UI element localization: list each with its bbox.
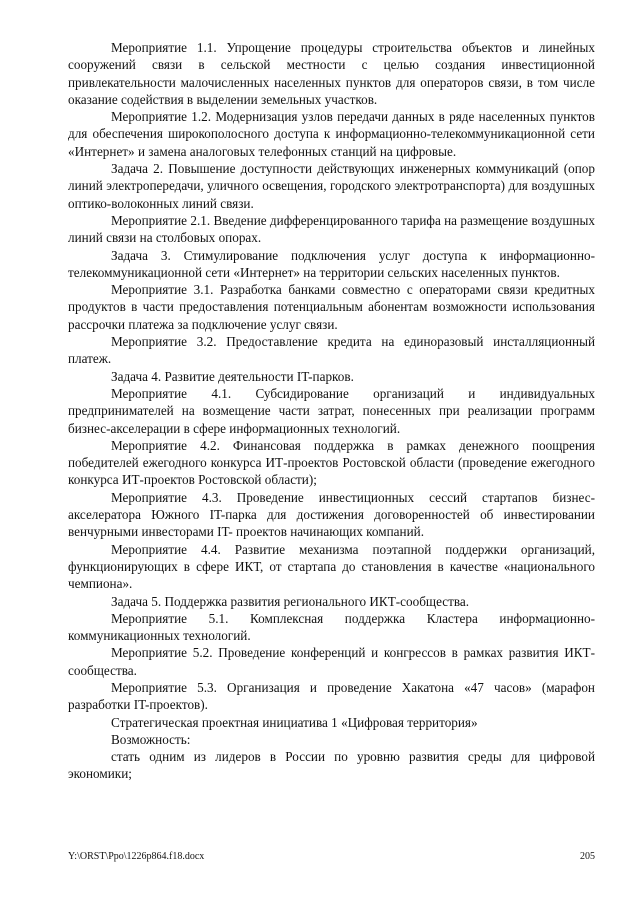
paragraph: Мероприятие 5.3. Организация и проведение Хакатона «47 часов» (марафон разработки IT-проектов).	[68, 679, 595, 713]
paragraph: Мероприятие 2.1. Введение дифференцированного тарифа на размещение воздушных линий связи на столбовых опорах.	[68, 212, 595, 246]
paragraph: стать одним из лидеров в России по уровню развития среды для цифровой экономики;	[68, 749, 595, 782]
paragraph: Мероприятие 4.2. Финансовая поддержка в рамках денежного поощрения победителей ежегодного конкурса ИТ-проектов Ростовской области (проведение ежегодного конкурса ИТ-проектов Ростовской области);	[68, 437, 595, 488]
paragraph: Мероприятие 3.2. Предоставление кредита на единоразовый инсталляционный платеж.	[68, 334, 595, 367]
footer-file-path: Y:\ORST\Ppo\1226p864.f18.docx	[68, 851, 205, 862]
paragraph: Задача 4. Развитие деятельности IT-парков.	[111, 368, 354, 384]
paragraph: Мероприятие 3.1. Разработка банками совместно с операторами связи кредитных продуктов в части предоставления потенциальным абонентам возможности использования рассрочки платежа за подключение услуг связи.	[68, 282, 595, 332]
paragraph: Возможность:	[111, 731, 191, 747]
paragraph: Мероприятие 5.1. Комплексная поддержка Кластера информационно-коммуникационных технологий.	[68, 610, 595, 644]
paragraph: Мероприятие 5.2. Проведение конференций и конгрессов в рамках развития ИКТ-сообщества.	[68, 645, 595, 678]
paragraph: Мероприятие 1.2. Модернизация узлов передачи данных в ряде населенных пунктов для обеспечения широкополосного доступа к информационно-телекоммуникационной сети «Интернет» и замена аналоговых телефонных станций на цифровые.	[68, 109, 595, 159]
paragraph: Задача 2. Повышение доступности действующих инженерных коммуникаций (опор линий электропередачи, уличного освещения, городского электротранспорта) для воздушных оптико-волоконных линий связи.	[68, 161, 595, 211]
paragraph: Мероприятие 4.3. Проведение инвестиционных сессий стартапов бизнес-акселератора Южного IT-парка для достижения договоренностей об инвестировании венчурными инвесторами IT- проектов начинающих компаний.	[68, 489, 595, 540]
paragraph: Задача 3. Стимулирование подключения услуг доступа к информационно-телекоммуникационной сети «Интернет» на территории сельских населенных пунктов.	[68, 247, 595, 280]
paragraph: Мероприятие 4.4. Развитие механизма поэтапной поддержки организаций, функционирующих в сфере ИКТ, от стартапа до становления в качестве «национального чемпиона».	[68, 541, 595, 592]
paragraph: Мероприятие 4.1. Субсидирование организаций и индивидуальных предпринимателей на возмещение части затрат, понесенных при реализации программ бизнес-акселерации в сфере информационных технологий.	[68, 385, 595, 436]
document-body	[68, 39, 595, 783]
paragraph: Стратегическая проектная инициатива 1 «Цифровая территория»	[111, 714, 478, 730]
paragraph: Мероприятие 1.1. Упрощение процедуры строительства объектов и линейных сооружений связи в сельской местности с целью создания инвестиционной привлекательности малочисленных населенных пунктов для операторов связи, в том числе оказание содействия в выделении земельных участков.	[68, 40, 595, 107]
paragraph: Задача 5. Поддержка развития регионального ИКТ-сообщества.	[111, 593, 470, 609]
page-number: 205	[580, 851, 595, 862]
